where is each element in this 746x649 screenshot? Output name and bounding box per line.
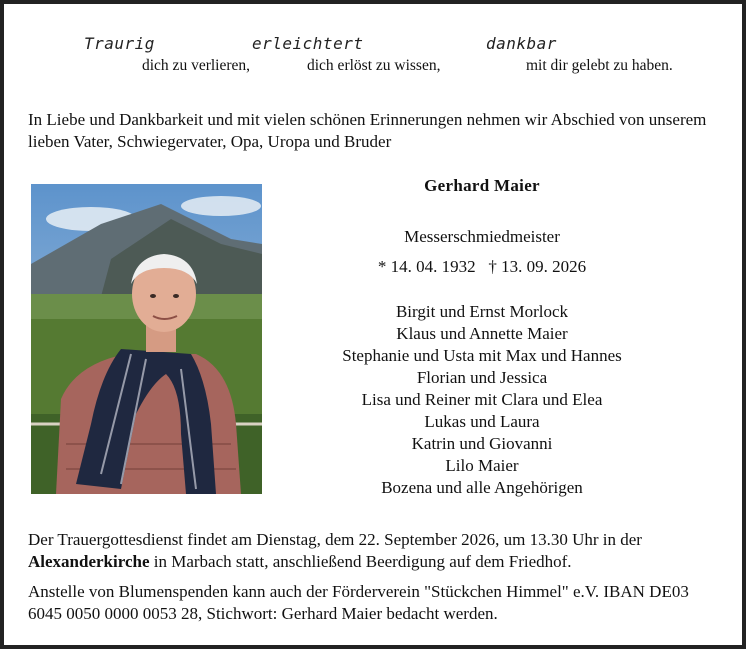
family-line: Lukas und Laura	[424, 412, 540, 431]
intro-text: In Liebe und Dankbarkeit und mit vielen schönen Erinnerungen nehmen wir Abschied von unserem lieben Vater, Schwiegervater, Opa, Uropa und Bruder	[28, 110, 707, 151]
service-part-2: in Marbach statt, anschließend Beerdigung auf dem Friedhof.	[149, 552, 572, 571]
family-line: Florian und Jessica	[416, 368, 548, 387]
header-word-traurig: Traurig	[84, 34, 155, 53]
deceased-profession: Messerschmiedmeister	[404, 227, 560, 246]
header-line-2: dich erlöst zu wissen,	[307, 57, 441, 74]
family-line: Bozena und alle Angehörigen	[381, 478, 583, 497]
family-line: Lilo Maier	[445, 456, 519, 475]
service-part-1: Der Trauergottesdienst findet am Dienstag, dem 22. September 2026, um 13.30 Uhr in der	[28, 530, 642, 549]
header-word-erleichtert: erleichtert	[252, 34, 364, 53]
family-line: Klaus und Annette Maier	[396, 324, 568, 343]
family-line: Katrin und Giovanni	[411, 434, 553, 453]
portrait-illustration	[31, 184, 262, 494]
church-name: Alexanderkirche	[28, 552, 150, 571]
birth-date: * 14. 04. 1932	[377, 257, 476, 276]
service-text	[28, 529, 718, 573]
death-date: † 13. 09. 2026	[488, 257, 587, 276]
header-line-1: dich zu verlieren,	[142, 57, 251, 74]
family-line: Birgit und Ernst Morlock	[395, 302, 569, 321]
family-list	[302, 301, 662, 499]
family-line: Lisa und Reiner mit Clara und Elea	[361, 390, 603, 409]
donation-text: Anstelle von Blumenspenden kann auch der Förderverein "Stückchen Himmel" e.V. IBAN DE03 6045 0050 0000 0053 28, Stichwort: Gerhard Maier bedacht werden.	[28, 582, 689, 623]
portrait-photo	[31, 184, 262, 494]
family-line: Stephanie und Usta mit Max und Hannes	[342, 346, 622, 365]
life-dates	[302, 257, 662, 277]
header-word-dankbar: dankbar	[486, 34, 557, 53]
deceased-name: Gerhard Maier	[424, 176, 540, 195]
header-line-3: mit dir gelebt zu haben.	[526, 57, 673, 74]
